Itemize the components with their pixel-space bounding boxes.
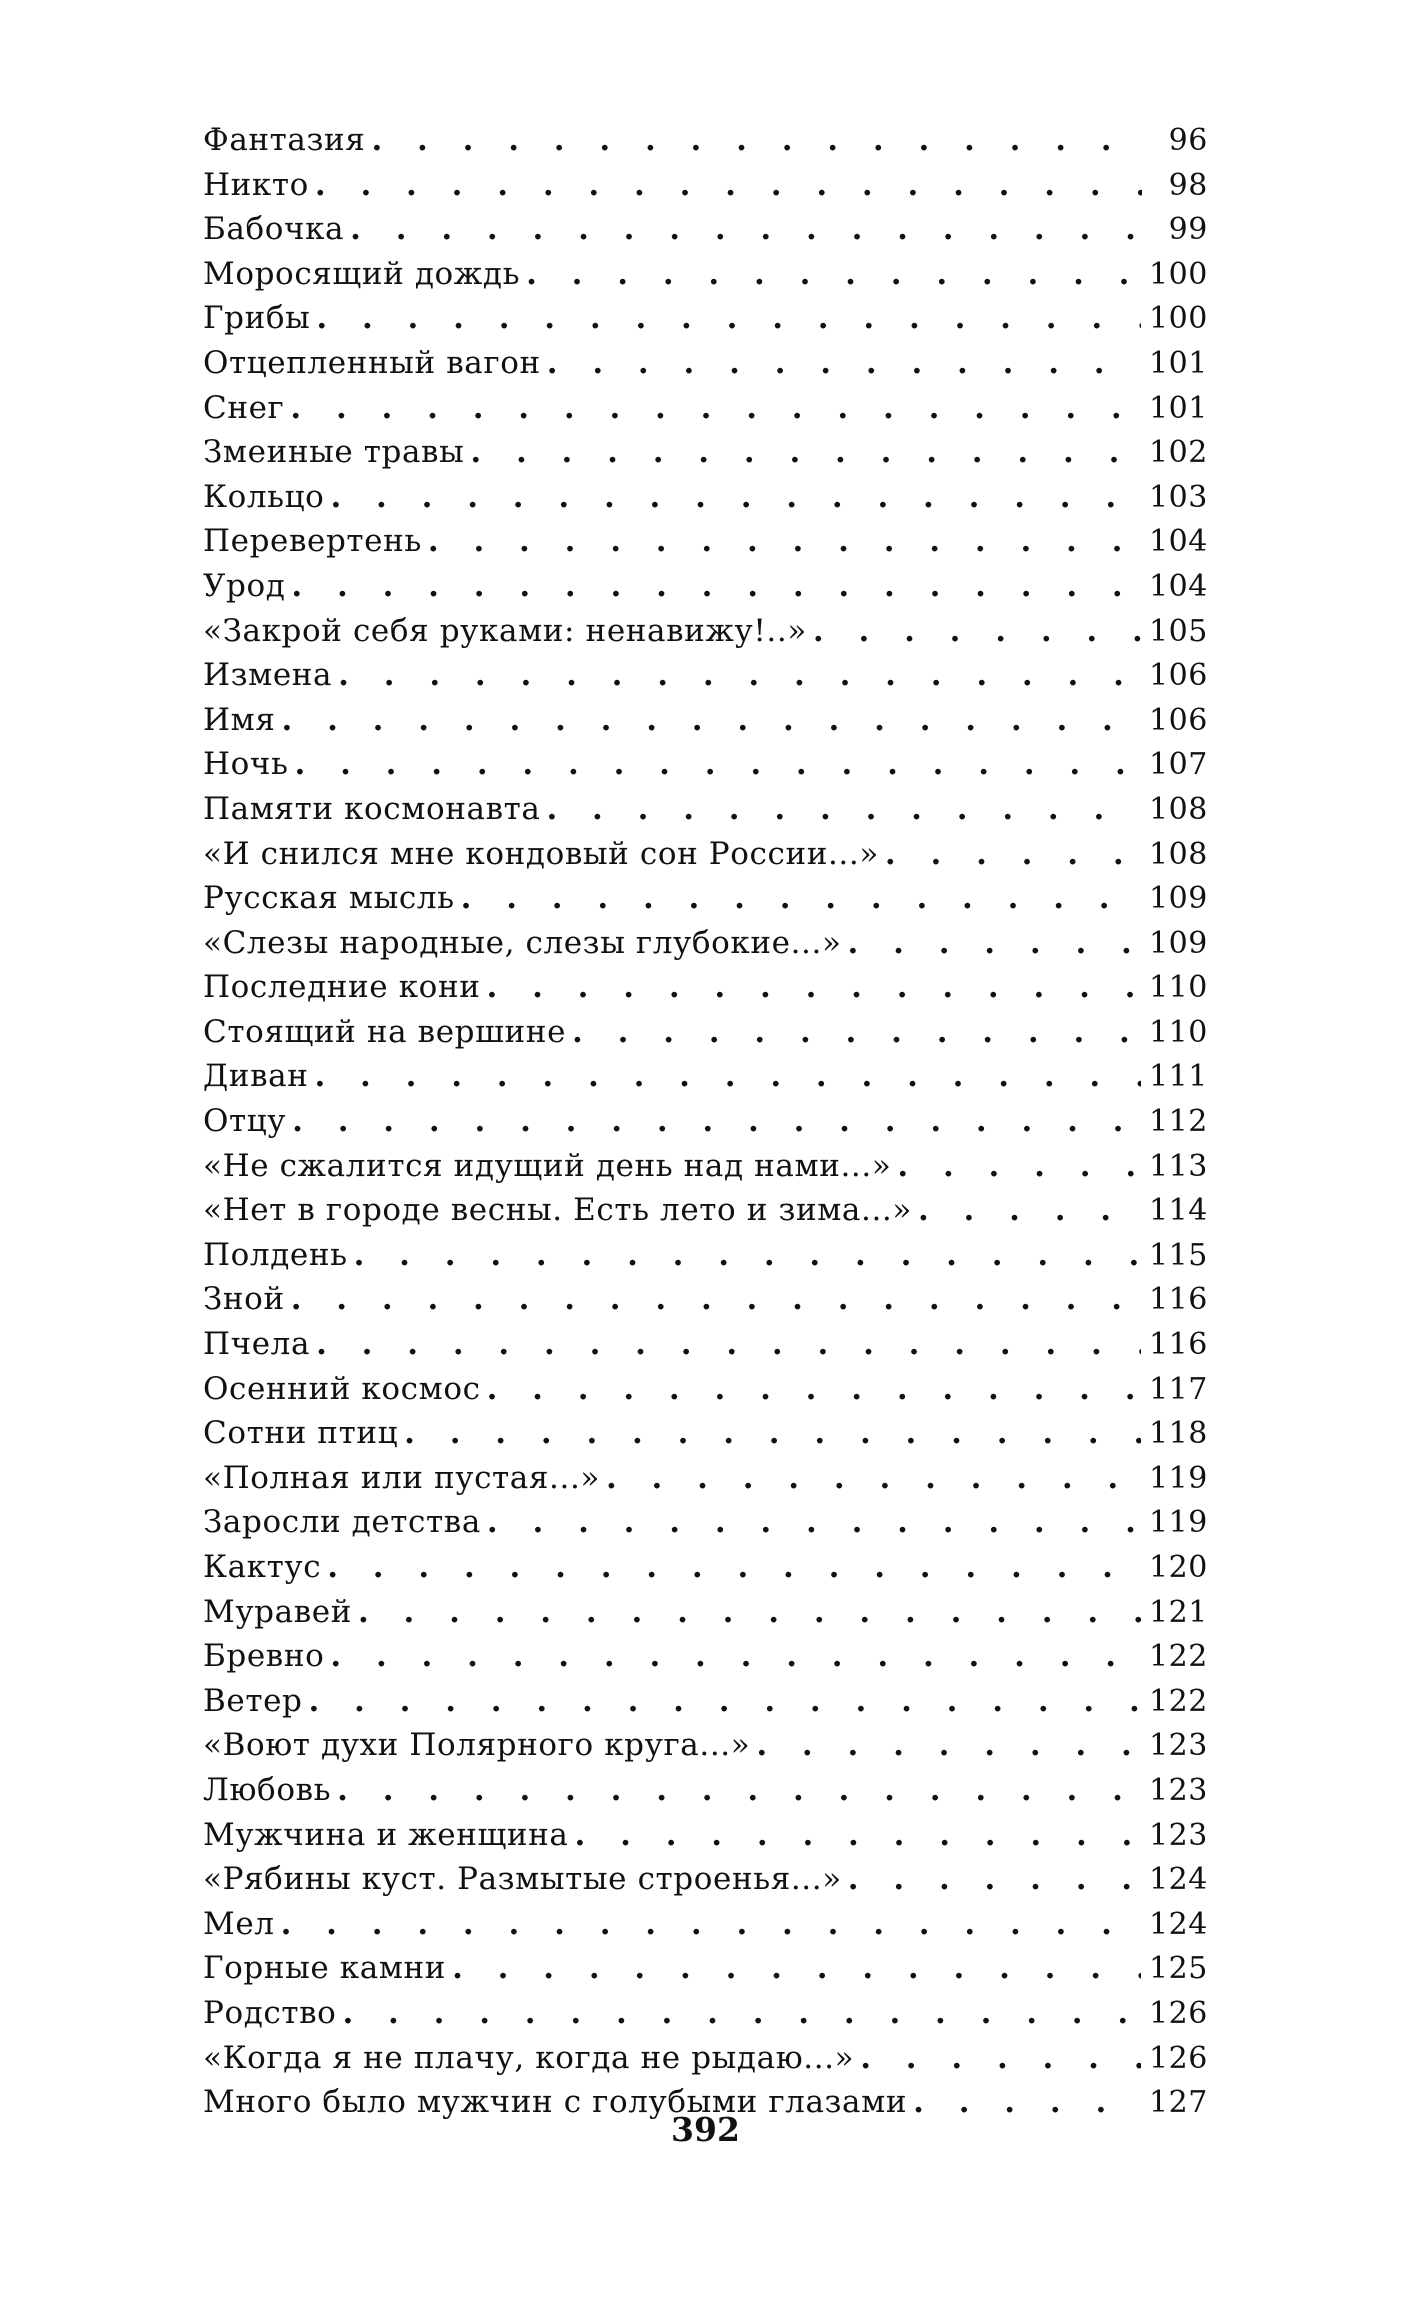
- toc-entry-page: 122: [1148, 1683, 1208, 1719]
- toc-entry: [203, 1415, 1208, 1460]
- toc-entry: [203, 1861, 1208, 1906]
- toc-entry-title: «Воют духи Полярного круга...»: [203, 1727, 751, 1764]
- toc-entry-page: 125: [1148, 1951, 1208, 1987]
- toc-entry: [203, 1683, 1208, 1728]
- table-of-contents: [203, 122, 1208, 2129]
- toc-entry: [203, 434, 1208, 479]
- toc-entry-page: 116: [1148, 1327, 1208, 1363]
- toc-entry: [203, 345, 1208, 390]
- dot-leader: [354, 1237, 1141, 1273]
- dot-leader: [316, 300, 1141, 336]
- toc-entry: [203, 836, 1208, 881]
- toc-entry-page: 99: [1168, 212, 1208, 248]
- toc-entry: [203, 256, 1208, 301]
- toc-entry-title: Русская мысль: [203, 880, 455, 917]
- toc-entry-title: «Нет в городе весны. Есть лето и зима...»: [203, 1192, 912, 1229]
- toc-entry-title: Любовь: [203, 1771, 332, 1808]
- toc-entry: [203, 746, 1208, 791]
- toc-entry: [203, 1727, 1208, 1772]
- toc-entry-title: Мел: [203, 1905, 275, 1942]
- dot-leader: [428, 523, 1141, 559]
- dot-leader: [848, 1861, 1141, 1897]
- dot-leader: [282, 702, 1141, 738]
- dot-leader: [291, 1281, 1141, 1317]
- toc-entry: [203, 1237, 1208, 1282]
- dot-leader: [327, 1549, 1141, 1585]
- toc-entry-page: 121: [1148, 1594, 1208, 1630]
- dot-leader: [486, 969, 1140, 1005]
- toc-entry: [203, 122, 1208, 167]
- toc-entry: [203, 167, 1208, 212]
- dot-leader: [291, 568, 1141, 604]
- dot-leader: [575, 1817, 1141, 1853]
- toc-entry-page: 116: [1148, 1282, 1208, 1318]
- toc-entry-page: 122: [1148, 1639, 1208, 1675]
- dot-leader: [330, 1638, 1141, 1674]
- toc-entry: [203, 390, 1208, 435]
- toc-entry-page: 124: [1148, 1906, 1208, 1942]
- toc-entry-page: 119: [1148, 1505, 1208, 1541]
- toc-entry-page: 96: [1168, 123, 1208, 158]
- toc-entry-page: 112: [1148, 1104, 1208, 1140]
- toc-entry-title: Моросящий дождь: [203, 255, 521, 292]
- dot-leader: [337, 1772, 1141, 1808]
- toc-entry: [203, 1906, 1208, 1951]
- dot-leader: [290, 390, 1141, 426]
- toc-entry-page: 101: [1148, 390, 1208, 426]
- dot-leader: [572, 1014, 1141, 1050]
- toc-entry-page: 119: [1148, 1460, 1208, 1496]
- dot-leader: [358, 1594, 1141, 1630]
- dot-leader: [487, 1371, 1141, 1407]
- toc-entry-page: 123: [1148, 1772, 1208, 1808]
- toc-entry-page: 117: [1148, 1371, 1208, 1407]
- toc-entry-title: Пчела: [203, 1326, 311, 1363]
- toc-entry: [203, 925, 1208, 970]
- dot-leader: [756, 1727, 1141, 1763]
- dot-leader: [404, 1415, 1141, 1451]
- toc-entry-title: Бревно: [203, 1638, 325, 1675]
- toc-entry: [203, 1772, 1208, 1817]
- toc-entry-page: 126: [1148, 1995, 1208, 2031]
- toc-entry-title: «Не сжалится идущий день над нами...»: [203, 1147, 892, 1184]
- dot-leader: [292, 1103, 1141, 1139]
- toc-entry: [203, 702, 1208, 747]
- toc-entry-page: 106: [1148, 658, 1208, 694]
- page-number: 392: [671, 2110, 740, 2149]
- toc-entry-page: 104: [1148, 568, 1208, 604]
- toc-entry-page: 118: [1148, 1416, 1208, 1452]
- dot-leader: [860, 2040, 1141, 2076]
- dot-leader: [308, 1683, 1140, 1719]
- toc-entry-title: Стоящий на вершине: [203, 1013, 567, 1050]
- toc-entry-title: Змеиные травы: [203, 434, 465, 471]
- toc-entry: [203, 613, 1208, 658]
- toc-entry: [203, 1371, 1208, 1416]
- toc-entry: [203, 1148, 1208, 1193]
- dot-leader: [330, 479, 1141, 515]
- dot-leader: [314, 1058, 1140, 1094]
- toc-entry-page: 100: [1148, 256, 1208, 292]
- toc-entry-title: «И снился мне кондовый сон России...»: [203, 835, 879, 872]
- toc-entry: [203, 2040, 1208, 2085]
- toc-entry: [203, 1014, 1208, 1059]
- dot-leader: [470, 434, 1141, 470]
- dot-leader: [885, 836, 1141, 872]
- toc-entry: [203, 300, 1208, 345]
- dot-leader: [547, 345, 1141, 381]
- toc-entry-title: Горные камни: [203, 1950, 447, 1987]
- toc-entry: [203, 657, 1208, 702]
- toc-entry-page: 98: [1168, 167, 1208, 203]
- toc-entry-page: 114: [1148, 1193, 1208, 1229]
- dot-leader: [342, 1995, 1141, 2031]
- toc-entry-title: Имя: [203, 701, 276, 738]
- dot-leader: [848, 925, 1141, 961]
- toc-entry-page: 108: [1148, 791, 1208, 827]
- toc-entry-page: 124: [1148, 1862, 1208, 1898]
- toc-entry: [203, 523, 1208, 568]
- toc-entry: [203, 1281, 1208, 1326]
- dot-leader: [606, 1460, 1141, 1496]
- toc-entry-title: Бабочка: [203, 211, 345, 248]
- toc-entry: [203, 479, 1208, 524]
- toc-entry-page: 108: [1148, 836, 1208, 872]
- toc-entry-title: Памяти космонавта: [203, 790, 541, 827]
- toc-entry: [203, 1058, 1208, 1103]
- toc-entry: [203, 1192, 1208, 1237]
- toc-entry-page: 123: [1148, 1728, 1208, 1764]
- toc-entry-title: Ветер: [203, 1682, 303, 1719]
- toc-entry-page: 101: [1148, 345, 1208, 381]
- toc-entry-title: Заросли детства: [203, 1504, 481, 1541]
- dot-leader: [546, 791, 1140, 827]
- toc-entry-page: 105: [1148, 613, 1208, 649]
- toc-entry-title: Полдень: [203, 1236, 348, 1273]
- toc-entry-page: 103: [1148, 479, 1208, 515]
- toc-entry-page: 120: [1148, 1550, 1208, 1585]
- dot-leader: [452, 1950, 1141, 1986]
- toc-entry-page: 127: [1148, 2085, 1208, 2121]
- toc-entry: [203, 969, 1208, 1014]
- dot-leader: [294, 746, 1140, 782]
- toc-entry: [203, 791, 1208, 836]
- toc-entry-page: 104: [1148, 524, 1208, 560]
- toc-entry-page: 126: [1148, 2040, 1208, 2076]
- dot-leader: [316, 1326, 1141, 1362]
- toc-entry-page: 109: [1148, 925, 1208, 961]
- toc-entry-page: 111: [1148, 1059, 1208, 1095]
- toc-entry-title: Последние кони: [203, 969, 481, 1006]
- toc-entry-title: Урод: [203, 567, 286, 604]
- toc-entry-title: «Когда я не плачу, когда не рыдаю...»: [203, 2039, 855, 2076]
- dot-leader: [897, 1148, 1141, 1184]
- toc-entry-title: «Слезы народные, слезы глубокие...»: [203, 924, 842, 961]
- toc-entry: [203, 1103, 1208, 1148]
- toc-entry: [203, 211, 1208, 256]
- dot-leader: [526, 256, 1141, 292]
- dot-leader: [315, 167, 1142, 203]
- toc-entry-title: Измена: [203, 657, 333, 694]
- toc-entry-page: 102: [1148, 435, 1208, 471]
- toc-entry-title: Фантазия: [203, 122, 366, 158]
- toc-entry-page: 100: [1148, 301, 1208, 337]
- toc-entry: [203, 1326, 1208, 1371]
- toc-entry-title: Грибы: [203, 300, 311, 337]
- dot-leader: [350, 211, 1142, 247]
- toc-entry-page: 106: [1148, 702, 1208, 738]
- toc-entry-title: Перевертень: [203, 523, 422, 560]
- toc-entry: [203, 1950, 1208, 1995]
- dot-leader: [813, 613, 1141, 649]
- toc-entry-title: Муравей: [203, 1593, 352, 1630]
- toc-entry-title: Снег: [203, 389, 285, 426]
- toc-entry-title: Ночь: [203, 746, 289, 783]
- toc-entry-title: Зной: [203, 1281, 285, 1318]
- dot-leader: [338, 657, 1141, 693]
- toc-entry: [203, 1594, 1208, 1639]
- toc-entry: [203, 880, 1208, 925]
- toc-entry-title: «Полная или пустая...»: [203, 1459, 600, 1496]
- dot-leader: [461, 880, 1141, 916]
- toc-entry: [203, 1549, 1208, 1594]
- toc-entry-title: Никто: [203, 166, 309, 203]
- toc-entry-title: Мужчина и женщина: [203, 1816, 569, 1853]
- toc-entry-page: 110: [1148, 1014, 1208, 1050]
- toc-entry-title: Сотни птиц: [203, 1415, 399, 1452]
- toc-entry: [203, 1460, 1208, 1505]
- dot-leader: [281, 1906, 1141, 1942]
- dot-leader: [487, 1504, 1141, 1540]
- toc-entry-title: Отцепленный вагон: [203, 344, 541, 381]
- toc-entry-title: «Закрой себя руками: ненавижу!..»: [203, 612, 807, 649]
- toc-entry-title: Отцу: [203, 1103, 287, 1140]
- toc-entry-page: 123: [1148, 1817, 1208, 1853]
- toc-entry-page: 115: [1148, 1237, 1208, 1273]
- toc-entry: [203, 1504, 1208, 1549]
- toc-entry: [203, 1638, 1208, 1683]
- toc-entry-page: 109: [1148, 881, 1208, 917]
- toc-entry-title: Диван: [203, 1058, 309, 1095]
- toc-entry: [203, 1995, 1208, 2040]
- toc-entry: [203, 1817, 1208, 1862]
- toc-entry-title: Кактус: [203, 1549, 322, 1585]
- toc-entry-page: 113: [1148, 1148, 1208, 1184]
- dot-leader: [371, 122, 1142, 158]
- dot-leader: [918, 1192, 1141, 1228]
- toc-entry-title: Осенний космос: [203, 1370, 481, 1407]
- toc-entry-page: 107: [1148, 747, 1208, 783]
- toc-entry-title: Родство: [203, 1994, 337, 2031]
- toc-entry-title: Кольцо: [203, 478, 325, 515]
- toc-entry-page: 110: [1148, 970, 1208, 1006]
- toc-entry-title: «Рябины куст. Размытые строенья...»: [203, 1861, 842, 1898]
- toc-entry: [203, 568, 1208, 613]
- toc-entry-title: Много было мужчин с голубыми глазами: [203, 2084, 908, 2121]
